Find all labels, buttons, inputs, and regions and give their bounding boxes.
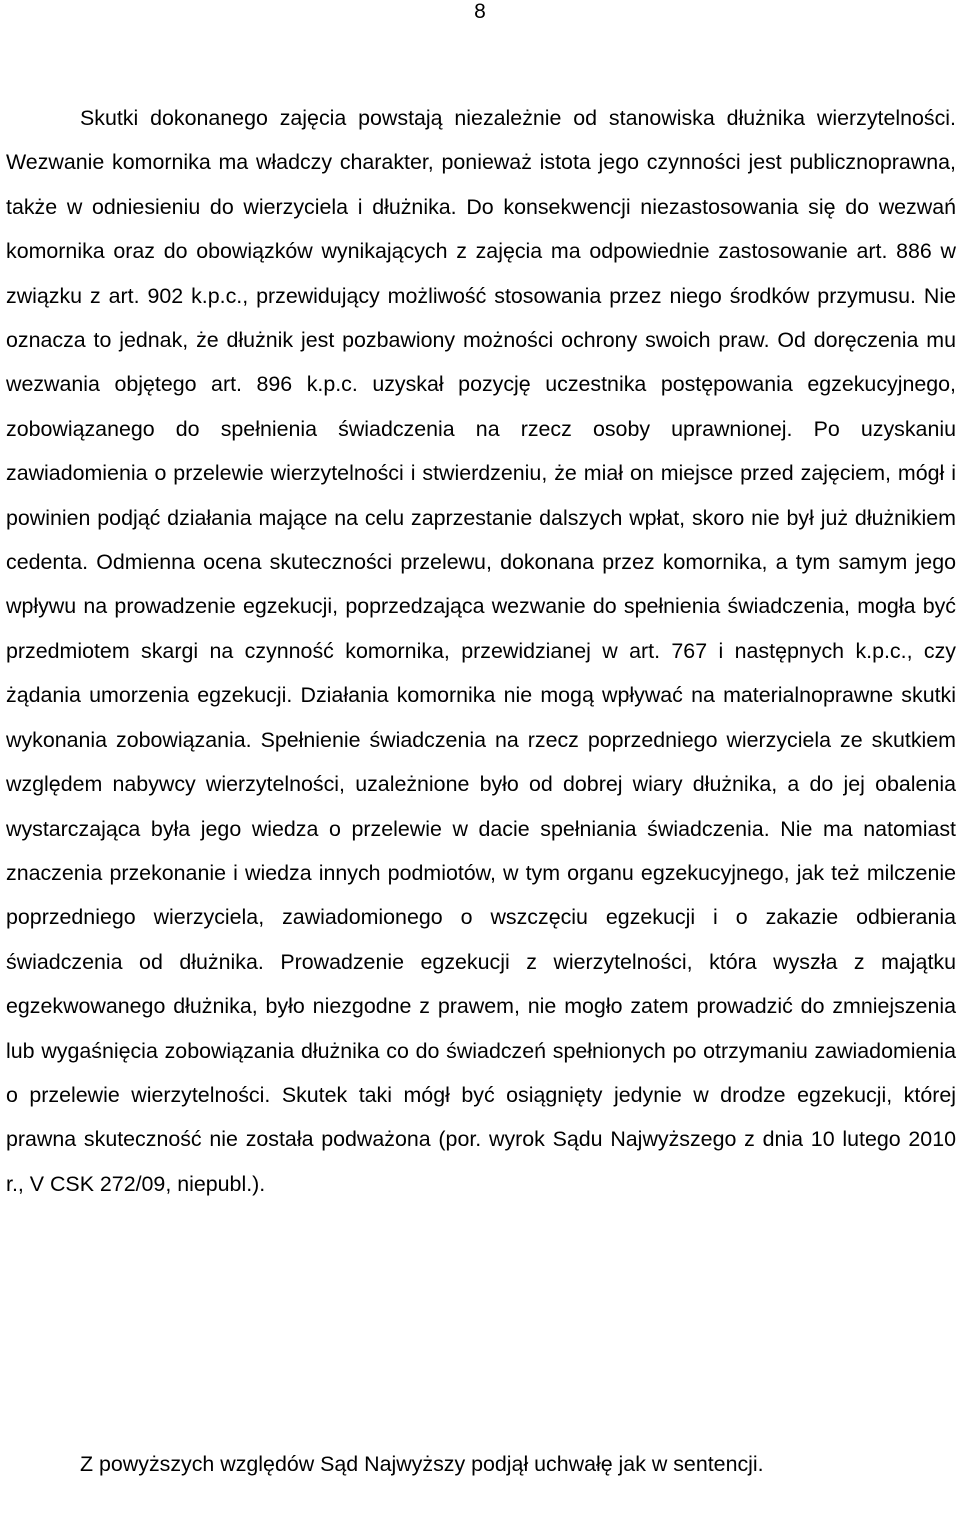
paragraph-conclusion: Z powyższych względów Sąd Najwyższy podjął uchwałę jak w sentencji. <box>80 1452 764 1476</box>
paragraph-reasoning: Skutki dokonanego zajęcia powstają niezależnie od stanowiska dłużnika wierzytelności. Wezwanie komornika ma władczy charakter, ponieważ istota jego czynności jest publicznoprawna, także w odniesieniu do wierzyciela i dłużnika. Do konsekwencji niezastosowania się do wezwań komornika oraz do obowiązków wynikających z zajęcia ma odpowiednie zastosowanie art. 886 w związku z art. 902 k.p.c., przewidujący możliwość stosowania przez niego środków przymusu. Nie oznacza to jednak, że dłużnik jest pozbawiony możności ochrony swoich praw. Od doręczenia mu wezwania objętego art. 896 k.p.c. uzyskał pozycję uczestnika postępowania egzekucyjnego, zobowiązanego do spełnienia świadczenia na rzecz osoby uprawnionej. Po uzyskaniu zawiadomienia o przelewie wierzytelności i stwierdzeniu, że miał on miejsce przed zajęciem, mógł i powinien podjąć działania mające na celu zaprzestanie dalszych wpłat, skoro nie był już dłużnikiem cedenta. Odmienna ocena skuteczności przelewu, dokonana przez komornika, a tym samym jego wpływu na prowadzenie egzekucji, poprzedzająca wezwanie do spełnienia świadczenia, mogła być przedmiotem skargi na czynność komornika, przewidzianej w art. 767 i następnych k.p.c., czy żądania umorzenia egzekucji. Działania komornika nie mogą wpływać na materialnoprawne skutki wykonania zobowiązania. Spełnienie świadczenia na rzecz poprzedniego wierzyciela ze skutkiem względem nabywcy wierzytelności, uzależnione było od dobrej wiary dłużnika, a do jej obalenia wystarczająca była jego wiedza o przelewie w dacie spełniania świadczenia. Nie ma natomiast znaczenia przekonanie i wiedza innych podmiotów, w tym organu egzekucyjnego, jak też milczenie poprzedniego wierzyciela, zawiadomionego o wszczęciu egzekucji i o zakazie odbierania świadczenia od dłużnika. Prowadzenie egzekucji z wierzytelności, która wyszła z majątku egzekwowanego dłużnika, było niezgodne z prawem, nie mogło zatem prowadzić do zmniejszenia lub wygaśnięcia zobowiązania dłużnika co do świadczeń spełnionych po otrzymaniu zawiadomienia o przelewie wierzytelności. Skutek taki mógł być osiągnięty jedynie w drodze egzekucji, której prawna skuteczność nie została podważona (por. wyrok Sądu Najwyższego z dnia 10 lutego 2010 r., V CSK 272/09, niepubl.). <box>6 106 956 1196</box>
page-number: 8 <box>474 0 486 23</box>
